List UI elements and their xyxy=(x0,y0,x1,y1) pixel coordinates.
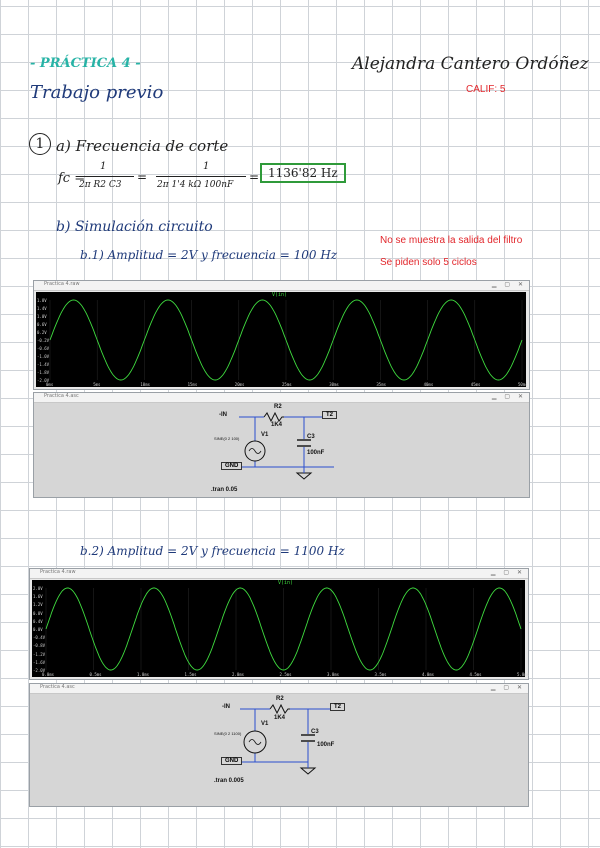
y-tick-label: -1.2V xyxy=(33,651,46,657)
in-flag: -IN xyxy=(222,704,230,710)
x-tick-label: 3.0ms xyxy=(327,672,340,677)
waveform-plot-1[interactable] xyxy=(36,292,526,387)
x-tick-label: 30ms xyxy=(329,382,339,387)
out-flag: T2 xyxy=(322,411,337,419)
window-title: Practica 4.asc xyxy=(44,393,79,399)
x-tick-label: 25ms xyxy=(282,382,292,387)
trace-label: V(in) xyxy=(278,580,294,586)
gnd-flag: GND xyxy=(221,757,242,765)
formula-eq1: = xyxy=(137,170,148,184)
y-tick-label: 1.2V xyxy=(33,602,43,608)
comment-filter-output: No se muestra la salida del filtro xyxy=(380,235,523,246)
y-tick-label: -0.8V xyxy=(33,643,46,649)
schematic-svg-1 xyxy=(34,403,529,497)
in-flag: -IN xyxy=(219,412,227,418)
y-tick-label: 1.6V xyxy=(33,594,43,600)
x-tick-label: 2.0ms xyxy=(232,672,245,677)
result-box: 1136'82 Hz xyxy=(260,163,346,183)
x-tick-label: 20ms xyxy=(234,382,245,387)
capacitor-value: 100nF xyxy=(317,742,335,748)
formula-den1: 2π R2 C3 xyxy=(79,180,122,190)
window-title: Practica 4.raw xyxy=(44,281,80,287)
y-tick-label: 0.8V xyxy=(33,610,43,616)
schematic-canvas-2[interactable] xyxy=(30,694,528,806)
fraction-line-2 xyxy=(156,176,246,177)
y-tick-label: 2.0V xyxy=(33,586,43,591)
x-tick-label: 1.0ms xyxy=(137,672,150,677)
window-title: Practica 4.asc xyxy=(40,684,75,690)
source-value: SINE(0 2 100) xyxy=(214,436,240,441)
part-a-title: a) Frecuencia de corte xyxy=(56,137,229,155)
y-tick-label: 0.6V xyxy=(37,322,47,327)
waveform-svg-1 xyxy=(36,292,526,387)
window-controls[interactable]: ▁ ▢ ✕ xyxy=(490,684,525,691)
resistor-name: R2 xyxy=(274,404,282,410)
y-tick-label: 0.0V xyxy=(33,627,43,632)
source-name: V1 xyxy=(261,432,269,438)
grade: CALIF: 5 xyxy=(466,84,506,95)
y-tick-label: -1.4V xyxy=(37,362,50,367)
x-tick-label: 1.5ms xyxy=(184,672,197,677)
fraction-line-1 xyxy=(78,176,134,177)
comment-five-cycles: Se piden solo 5 ciclos xyxy=(380,257,477,268)
formula-lhs: fc = xyxy=(58,171,86,186)
y-tick-label: 0.2V xyxy=(37,330,47,335)
trace-label: V(in) xyxy=(272,292,288,298)
formula-num2: 1 xyxy=(203,161,210,172)
y-tick-label: -0.6V xyxy=(37,346,50,351)
y-tick-label: -2.0V xyxy=(37,378,50,383)
y-tick-label: -0.2V xyxy=(37,338,50,343)
capacitor-name: C3 xyxy=(307,434,315,440)
y-tick-label: -2.0V xyxy=(33,668,46,673)
schematic-svg-2 xyxy=(30,694,528,806)
author-name: Alejandra Cantero Ordóñez xyxy=(352,54,589,74)
y-tick-label: -1.0V xyxy=(37,354,50,359)
source-name: V1 xyxy=(261,721,269,727)
gnd-flag: GND xyxy=(221,462,242,470)
y-tick-label: -0.4V xyxy=(33,635,46,641)
x-tick-label: 2.5ms xyxy=(279,672,292,677)
y-tick-label: -1.6V xyxy=(33,659,46,665)
y-tick-label: 0.4V xyxy=(33,618,43,624)
y-tick-label: 1.4V xyxy=(37,306,47,311)
window-controls[interactable]: ▁ ▢ ✕ xyxy=(491,393,526,400)
formula-num1: 1 xyxy=(100,161,107,172)
source-value: SINE(0 2 1100) xyxy=(214,731,242,736)
x-tick-label: 10ms xyxy=(140,382,151,387)
y-tick-label: 1.0V xyxy=(37,314,47,319)
x-tick-label: 35ms xyxy=(376,382,387,387)
tran-directive: .tran 0.005 xyxy=(214,778,244,784)
out-flag: T2 xyxy=(330,703,345,711)
y-tick-label: -1.8V xyxy=(37,370,50,375)
b2-label: b.2) Amplitud = 2V y frecuencia = 1100 Hz xyxy=(80,544,345,558)
resistor-value: 1K4 xyxy=(271,422,283,428)
formula-eq2: = xyxy=(249,170,260,184)
x-tick-label: 4.5ms xyxy=(469,672,482,677)
waveform-window-1[interactable] xyxy=(33,280,530,390)
window-controls[interactable]: ▁ ▢ ✕ xyxy=(491,281,526,288)
x-tick-label: 40ms xyxy=(423,382,434,387)
subtitle: Trabajo previo xyxy=(30,82,164,103)
x-tick-label: 5ms xyxy=(93,382,101,387)
x-tick-label: 5.0ms xyxy=(517,672,530,677)
schematic-window-1[interactable] xyxy=(33,392,530,498)
section-number: 1 xyxy=(29,133,51,155)
x-tick-label: 0.5ms xyxy=(89,672,102,677)
x-tick-label: 45ms xyxy=(470,382,481,387)
practice-title: - PRÁCTICA 4 - xyxy=(30,56,141,71)
window-title: Practica 4.raw xyxy=(40,569,76,575)
x-tick-label: 0.0ms xyxy=(42,672,55,677)
window-controls[interactable]: ▁ ▢ ✕ xyxy=(490,569,525,576)
schematic-window-2[interactable] xyxy=(29,683,529,807)
schematic-canvas-1[interactable] xyxy=(34,403,529,497)
resistor-value: 1K4 xyxy=(274,715,286,721)
b1-label: b.1) Amplitud = 2V y frecuencia = 100 Hz xyxy=(80,248,338,262)
waveform-svg-2 xyxy=(32,580,525,677)
x-tick-label: 50ms xyxy=(518,382,528,387)
capacitor-name: C3 xyxy=(311,729,319,735)
y-tick-label: 1.8V xyxy=(37,298,47,303)
waveform-plot-2[interactable] xyxy=(32,580,530,677)
resistor-name: R2 xyxy=(276,696,284,702)
x-tick-label: 0ms xyxy=(46,382,54,387)
formula-den2: 2π 1'4 kΩ 100nF xyxy=(157,180,234,190)
x-tick-label: 4.0ms xyxy=(422,672,435,677)
waveform-window-2[interactable] xyxy=(29,568,529,680)
tran-directive: .tran 0.05 xyxy=(211,487,238,493)
part-b-title: b) Simulación circuito xyxy=(56,219,213,235)
x-tick-label: 15ms xyxy=(187,382,198,387)
capacitor-value: 100nF xyxy=(307,450,325,456)
x-tick-label: 3.5ms xyxy=(374,672,387,677)
